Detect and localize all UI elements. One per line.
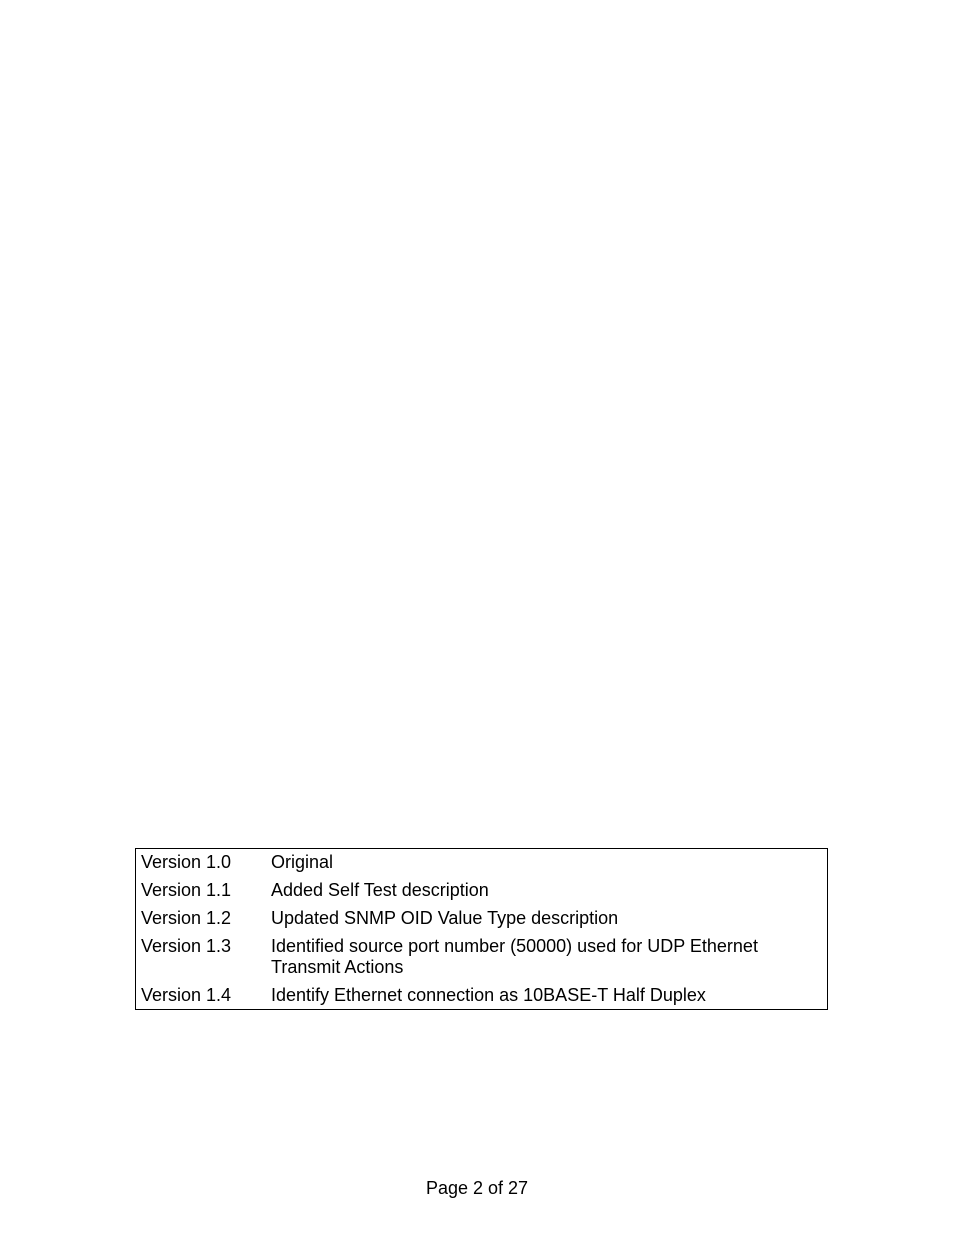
description-cell: Updated SNMP OID Value Type description xyxy=(271,908,619,928)
version-cell: Version 1.0 xyxy=(141,852,232,872)
version-cell: Version 1.4 xyxy=(141,985,232,1005)
page-number: Page 2 of 27 xyxy=(425,1178,529,1198)
description-cell: Identified source port number (50000) used for UDP Ethernet Transmit Actions xyxy=(271,936,758,977)
table-row xyxy=(136,985,827,1006)
version-cell: Version 1.2 xyxy=(141,908,232,928)
description-cell: Original xyxy=(271,852,334,872)
table-row xyxy=(136,936,827,978)
revision-history-table xyxy=(135,848,828,1010)
version-cell: Version 1.3 xyxy=(141,936,232,956)
description-cell: Added Self Test description xyxy=(271,880,489,900)
version-cell: Version 1.1 xyxy=(141,880,232,900)
table-row xyxy=(136,852,827,873)
table-row xyxy=(136,908,827,929)
table-row xyxy=(136,880,827,901)
description-cell: Identify Ethernet connection as 10BASE-T Half Duplex xyxy=(271,985,706,1005)
